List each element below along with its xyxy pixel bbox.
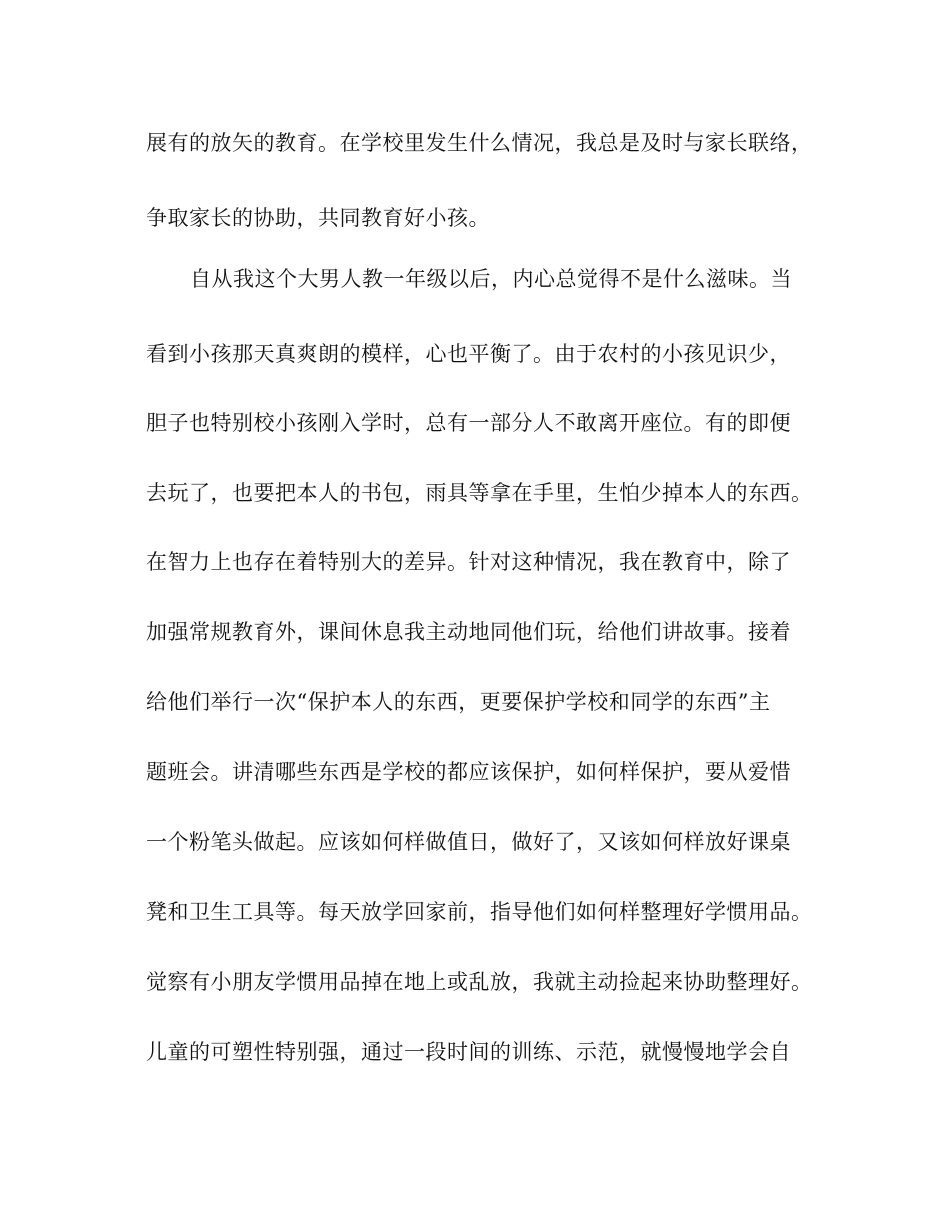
paragraph-line: 去玩了，也要把本人的书包，雨具等拿在手里，生怕少掉本人的东西。 — [146, 481, 813, 505]
paragraph-line: 加强常规教育外，课间休息我主动地同他们玩，给他们讲故事。接着 — [146, 620, 791, 644]
paragraph-line: 胆子也特别校小孩刚入学时，总有一部分人不敢离开座位。有的即便 — [146, 411, 791, 435]
paragraph-line: 觉察有小朋友学惯用品掉在地上或乱放，我就主动捡起来协助整理好。 — [146, 970, 813, 994]
paragraph-first-line: 自从我这个大男人教一年级以后，内心总觉得不是什么滋味。当 — [190, 267, 792, 291]
paragraph-line: 给他们举行一次“保护本人的东西，更要保护学校和同学的东西”主 — [146, 690, 771, 714]
paragraph-line: 题班会。讲清哪些东西是学校的都应该保护，如何样保护，要从爱惜 — [146, 760, 791, 784]
paragraph-line: 展有的放矢的教育。在学校里发生什么情况，我总是及时与家长联络， — [146, 131, 813, 155]
paragraph-line: 看到小孩那天真爽朗的模样，心也平衡了。由于农村的小孩见识少， — [146, 342, 791, 366]
paragraph-line: 儿童的可塑性特别强，通过一段时间的训练、示范，就慢慢地学会自 — [146, 1040, 791, 1064]
paragraph-line: 争取家长的协助，共同教育好小孩。 — [146, 206, 490, 230]
paragraph-line: 一个粉笔头做起。应该如何样做值日，做好了，又该如何样放好课桌 — [146, 830, 791, 854]
paragraph-line: 在智力上也存在着特别大的差异。针对这种情况，我在教育中，除了 — [146, 550, 791, 574]
paragraph-line: 凳和卫生工具等。每天放学回家前，指导他们如何样整理好学惯用品。 — [146, 900, 813, 924]
